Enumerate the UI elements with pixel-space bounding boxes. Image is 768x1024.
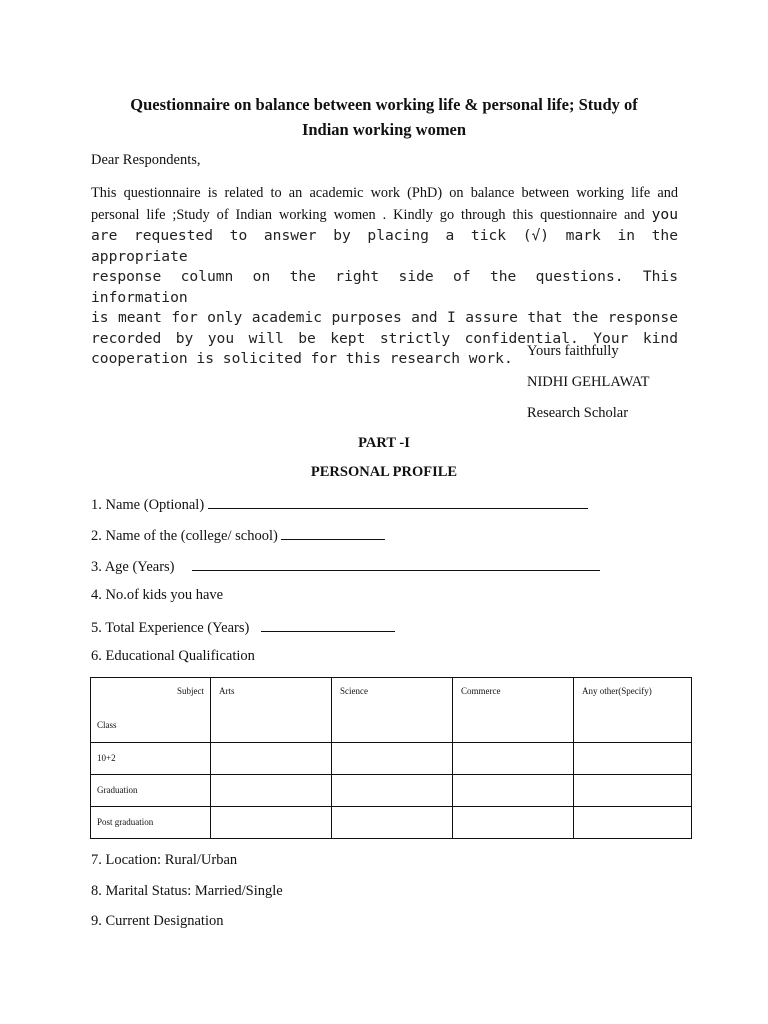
answer-cell[interactable] <box>211 775 332 807</box>
age-answer-line[interactable] <box>192 556 600 571</box>
row-label: 10+2 <box>91 743 211 775</box>
column-header: Commerce <box>453 678 574 743</box>
part-heading: PART -I <box>358 435 410 451</box>
answer-cell[interactable] <box>332 743 453 775</box>
intro-line-4: response column on the right side of the questions. This information <box>91 268 678 306</box>
table-row <box>91 807 692 839</box>
question-kids: 4. No.of kids you have <box>91 587 224 603</box>
answer-cell[interactable] <box>574 775 692 807</box>
column-header: Arts <box>211 678 332 743</box>
intro-line-5: is meant for only academic purposes and I assure that the response <box>91 309 678 326</box>
answer-cell[interactable] <box>574 807 692 839</box>
question-education: 6. Educational Qualification <box>91 648 255 664</box>
name-answer-line[interactable] <box>208 494 588 509</box>
intro-line-7: cooperation is solicited for this research work. <box>91 350 513 367</box>
intro-line-2b: you <box>651 206 678 223</box>
column-header: Science <box>332 678 453 743</box>
answer-cell[interactable] <box>211 807 332 839</box>
intro-line-3: are requested to answer by placing a tick (√) mark in the appropriate <box>91 227 678 265</box>
class-header: Class <box>97 720 117 730</box>
college-answer-line[interactable] <box>281 525 385 540</box>
intro-line-2 <box>91 204 678 226</box>
intro-line-2a: personal life ;Study of Indian working women . Kindly go through this questionnaire and <box>91 207 652 223</box>
section-heading: PERSONAL PROFILE <box>310 464 458 480</box>
row-label: Graduation <box>91 775 211 807</box>
row-label: Post graduation <box>91 807 211 839</box>
greeting: Dear Respondents, <box>91 152 201 168</box>
table-row <box>91 743 692 775</box>
subject-header: Subject <box>177 686 204 696</box>
question-designation: 9. Current Designation <box>91 913 224 929</box>
document-title <box>80 92 688 142</box>
answer-cell[interactable] <box>332 775 453 807</box>
answer-cell[interactable] <box>453 807 574 839</box>
intro-paragraph <box>91 182 678 370</box>
answer-cell[interactable] <box>453 743 574 775</box>
title-line-2: Indian working women <box>301 120 467 139</box>
question-name <box>91 494 588 514</box>
experience-answer-line[interactable] <box>261 617 395 632</box>
column-header: Any other(Specify) <box>574 678 692 743</box>
table-header-row <box>91 678 692 743</box>
title-line-1: Questionnaire on balance between working life & personal life; Study of <box>130 95 638 114</box>
question-college <box>91 525 385 545</box>
intro-line-1: This questionnaire is related to an academic work (PhD) on balance between working life and <box>91 185 678 201</box>
question-age <box>91 556 600 576</box>
answer-cell[interactable] <box>453 775 574 807</box>
table-row <box>91 775 692 807</box>
intro-line-6: recorded by you will be kept strictly confidential. Your kind <box>91 329 678 347</box>
question-label: 5. Total Experience (Years) <box>91 620 250 636</box>
closing: Yours faithfully <box>527 343 619 359</box>
answer-cell[interactable] <box>211 743 332 775</box>
question-label: 3. Age (Years) <box>91 559 175 575</box>
question-label: 1. Name (Optional) <box>91 497 205 513</box>
answer-cell[interactable] <box>332 807 453 839</box>
qualification-table <box>90 677 692 839</box>
signer-name: NIDHI GEHLAWAT <box>527 374 650 390</box>
answer-cell[interactable] <box>574 743 692 775</box>
signer-role: Research Scholar <box>527 405 629 421</box>
question-experience <box>91 617 395 637</box>
question-location: 7. Location: Rural/Urban <box>91 852 238 868</box>
question-marital-status: 8. Marital Status: Married/Single <box>91 883 283 899</box>
question-label: 2. Name of the (college/ school) <box>91 528 278 544</box>
subject-class-cell <box>91 678 211 743</box>
